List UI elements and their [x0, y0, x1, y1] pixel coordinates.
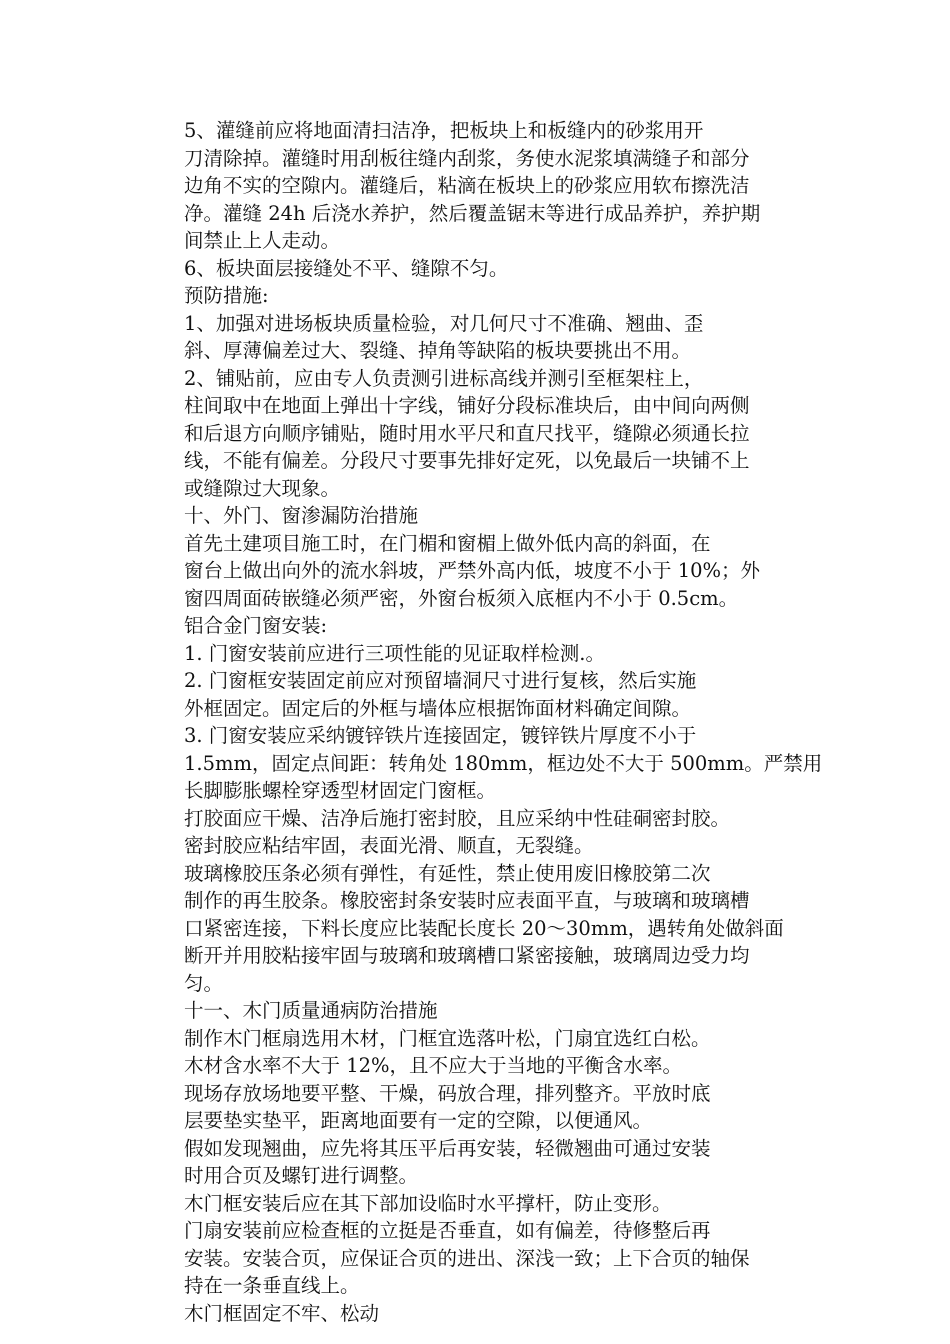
text-line: 边角不实的空隙内。灌缝后，粘滴在板块上的砂浆应用软布擦洗洁 [184, 174, 750, 197]
text-line: 柱间取中在地面上弹出十字线，铺好分段标准块后，由中间向两侧 [184, 394, 750, 417]
text-line: 假如发现翘曲，应先将其压平后再安装，轻微翘曲可通过安装 [184, 1136, 711, 1160]
paragraph [145, 640, 835, 668]
text-line: 1. 门窗安装前应进行三项性能的见证取样检测.。 [184, 641, 606, 665]
text-line: 木材含水率不大于 12%，且不应大于当地的平衡含水率。 [184, 1054, 683, 1077]
text-line: 木门框安装后应在其下部加设临时水平撑杆，防止变形。 [184, 1191, 672, 1215]
text-line: 窗四周面砖嵌缝必须严密，外窗台板须入底框内不小于 0.5cm。 [184, 586, 739, 610]
text-line: 门扇安装前应检查框的立挺是否垂直，如有偏差，待修整后再 [184, 1219, 711, 1242]
paragraph [145, 282, 835, 310]
text-line: 木门框固定不牢、松动 [184, 1301, 380, 1325]
paragraph [145, 1190, 835, 1218]
text-line: 安装。安装合页，应保证合页的进出、深浅一致；上下合页的轴保 [184, 1246, 750, 1270]
paragraph [145, 117, 835, 255]
paragraph [145, 612, 835, 640]
text-line: 或缝隙过大现象。 [184, 476, 341, 500]
text-line: 十一、木门质量通病防治措施 [184, 999, 438, 1022]
text-line: 匀。 [184, 971, 224, 995]
text-line: 2. 门窗框安装固定前应对预留墙洞尺寸进行复核，然后实施 [184, 669, 697, 692]
text-line: 6、板块面层接缝处不平、缝隙不匀。 [184, 256, 509, 280]
paragraph [145, 502, 835, 530]
text-line: 断开并用胶粘接牢固与玻璃和玻璃槽口紧密接触，玻璃周边受力均 [184, 944, 750, 967]
text-line: 玻璃橡胶压条必须有弹性，有延性，禁止使用废旧橡胶第二次 [184, 861, 711, 885]
text-line: 5、灌缝前应将地面清扫洁净，把板块上和板缝内的砂浆用开 [184, 119, 704, 142]
text-line: 制作的再生胶条。橡胶密封条安装时应表面平直，与玻璃和玻璃槽 [184, 889, 750, 912]
paragraph [145, 805, 835, 860]
text-line: 和后退方向顺序铺贴，随时用水平尺和直尺找平，缝隙必须通长拉 [184, 421, 750, 445]
text-line: 外框固定。固定后的外框与墙体应根据饰面材料确定间隙。 [184, 696, 692, 720]
text-line: 十、外门、窗渗漏防治措施 [184, 504, 419, 527]
text-line: 持在一条垂直线上。 [184, 1274, 360, 1297]
paragraph [145, 1080, 835, 1135]
paragraph [145, 255, 835, 283]
text-line: 净。灌缝 24h 后浇水养护，然后覆盖锯末等进行成品养护，养护期 [184, 201, 761, 225]
text-line: 1、加强对进场板块质量检验，对几何尺寸不准确、翘曲、歪 [184, 311, 704, 335]
paragraph [145, 997, 835, 1025]
text-line: 铝合金门窗安装: [184, 614, 328, 637]
paragraph [145, 365, 835, 503]
paragraph [145, 860, 835, 998]
text-line: 斜、厚薄偏差过大、裂缝、掉角等缺陷的板块要挑出不用。 [184, 339, 692, 362]
paragraph [145, 310, 835, 365]
paragraph [145, 667, 835, 722]
text-line: 长脚膨胀螺栓穿透型材固定门窗框。 [184, 779, 497, 802]
text-line: 打胶面应干燥、洁净后施打密封胶，且应采纳中性硅硐密封胶。 [184, 806, 731, 830]
paragraph [145, 722, 835, 805]
text-line: 层要垫实垫平，距离地面要有一定的空隙，以便通风。 [184, 1109, 653, 1132]
text-line: 1.5mm，固定点间距：转角处 180mm，框边处不大于 500mm。严禁用 [184, 751, 823, 775]
text-line: 密封胶应粘结牢固，表面光滑、顺直，无裂缝。 [184, 834, 594, 857]
text-line: 刀清除掉。灌缝时用刮板往缝内刮浆，务使水泥浆填满缝子和部分 [184, 146, 750, 170]
text-line: 线，不能有偏差。分段尺寸要事先排好定死，以免最后一块铺不上 [184, 449, 750, 472]
text-line: 间禁止上人走动。 [184, 229, 341, 252]
text-line: 窗台上做出向外的流水斜坡，严禁外高内低，坡度不小于 10%；外 [184, 559, 761, 582]
text-line: 现场存放场地要平整、干燥，码放合理，排列整齐。平放时底 [184, 1081, 711, 1105]
text-line: 时用合页及螺钉进行调整。 [184, 1164, 419, 1187]
paragraph [145, 1135, 835, 1190]
text-line: 3. 门窗安装应采纳镀锌铁片连接固定，镀锌铁片厚度不小于 [184, 724, 697, 747]
document-body [145, 117, 835, 1327]
paragraph [145, 1025, 835, 1080]
paragraph [145, 1300, 835, 1328]
text-line: 2、铺贴前，应由专人负责测引进标高线并测引至框架柱上， [184, 366, 704, 390]
paragraph [145, 530, 835, 613]
text-line: 制作木门框扇选用木材，门框宜选落叶松，门扇宜选红白松。 [184, 1026, 711, 1050]
text-line: 预防措施: [184, 284, 269, 307]
paragraph [145, 1217, 835, 1300]
text-line: 口紧密连接，下料长度应比装配长度长 20～30mm，遇转角处做斜面 [184, 916, 784, 940]
text-line: 首先土建项目施工时，在门楣和窗楣上做外低内高的斜面，在 [184, 531, 711, 555]
